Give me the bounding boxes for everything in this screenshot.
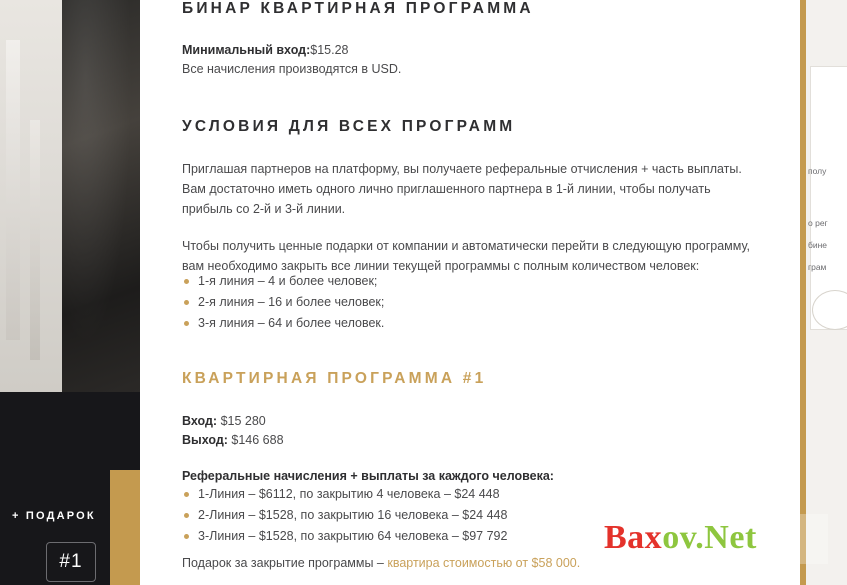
program-section-title: КВАРТИРНАЯ ПРОГРАММА #1: [182, 370, 487, 387]
right-panel-text-4: грам: [808, 262, 827, 272]
decorative-photo-light: [0, 0, 62, 392]
binar-min-entry-value: $15.28: [310, 43, 349, 57]
conditions-paragraph-2: Чтобы получить ценные подарки от компании и автоматически перейти в следующую программу, вам необходимо закрыть все линии текущей программы с полным количеством человек:: [182, 239, 750, 273]
right-panel-text-3: бине: [808, 240, 828, 250]
program-gift-prefix: Подарок за закрытие программы –: [182, 556, 388, 570]
watermark-part-green: ov.Net: [662, 519, 757, 556]
binar-min-entry-label: Минимальный вход:: [182, 43, 311, 57]
right-side-panel: [806, 0, 847, 585]
decorative-photo-dark: [62, 0, 140, 392]
binar-currency-note: Все начисления производятся в USD.: [182, 62, 402, 76]
right-panel-text-2: о рег: [808, 218, 828, 228]
document-content: [140, 0, 800, 585]
left-image-column: [0, 0, 140, 585]
photo-streak-2: [30, 120, 40, 360]
program-entry-value: $15 280: [220, 414, 266, 428]
list-item: 2-я линия – 16 и более человек;: [182, 293, 582, 312]
program-referral-title: Реферальные начисления + выплаты за каждого человека:: [182, 469, 554, 483]
photo-streak-1: [6, 40, 20, 340]
program-entry-row: [182, 411, 266, 431]
list-item: 1-я линия – 4 и более человек;: [182, 272, 582, 291]
program-entry-label: Вход:: [182, 414, 218, 428]
conditions-paragraph-1: Приглашая партнеров на платформу, вы получаете реферальные отчисления + часть выплаты. Вам достаточно иметь одного лично приглашенного партнера в 1-й линии, чтобы получать прибыль со 2-й и 3-й линии.: [182, 162, 742, 216]
conditions-section-title: УСЛОВИЯ ДЛЯ ВСЕХ ПРОГРАММ: [182, 118, 516, 135]
program-lines-list: [182, 485, 632, 548]
list-item: 3-Линия – $1528, по закрытию 64 человека – $97 792: [182, 527, 632, 546]
binar-min-entry: [182, 40, 349, 60]
program-gift-highlight: квартира стоимостью от $58 000.: [387, 556, 581, 570]
watermark-part-red: Bax: [604, 519, 663, 556]
program-exit-value: $146 688: [231, 433, 284, 447]
watermark: [604, 519, 757, 557]
list-item: 1-Линия – $6112, по закрытию 4 человека – $24 448: [182, 485, 632, 504]
conditions-list: [182, 272, 582, 335]
binar-section-title: БИНАР КВАРТИРНАЯ ПРОГРАММА: [182, 0, 534, 17]
gift-label: + ПОДАРОК: [12, 510, 96, 522]
gold-accent-bar-left: [110, 470, 140, 585]
list-item: 2-Линия – $1528, по закрытию 16 человека – $24 448: [182, 506, 632, 525]
program-exit-label: Выход:: [182, 433, 228, 447]
program-exit-row: [182, 430, 284, 450]
program-number-badge: #1: [46, 542, 96, 582]
list-item: 3-я линия – 64 и более человек.: [182, 314, 582, 333]
right-panel-text-1: полу: [808, 166, 827, 176]
